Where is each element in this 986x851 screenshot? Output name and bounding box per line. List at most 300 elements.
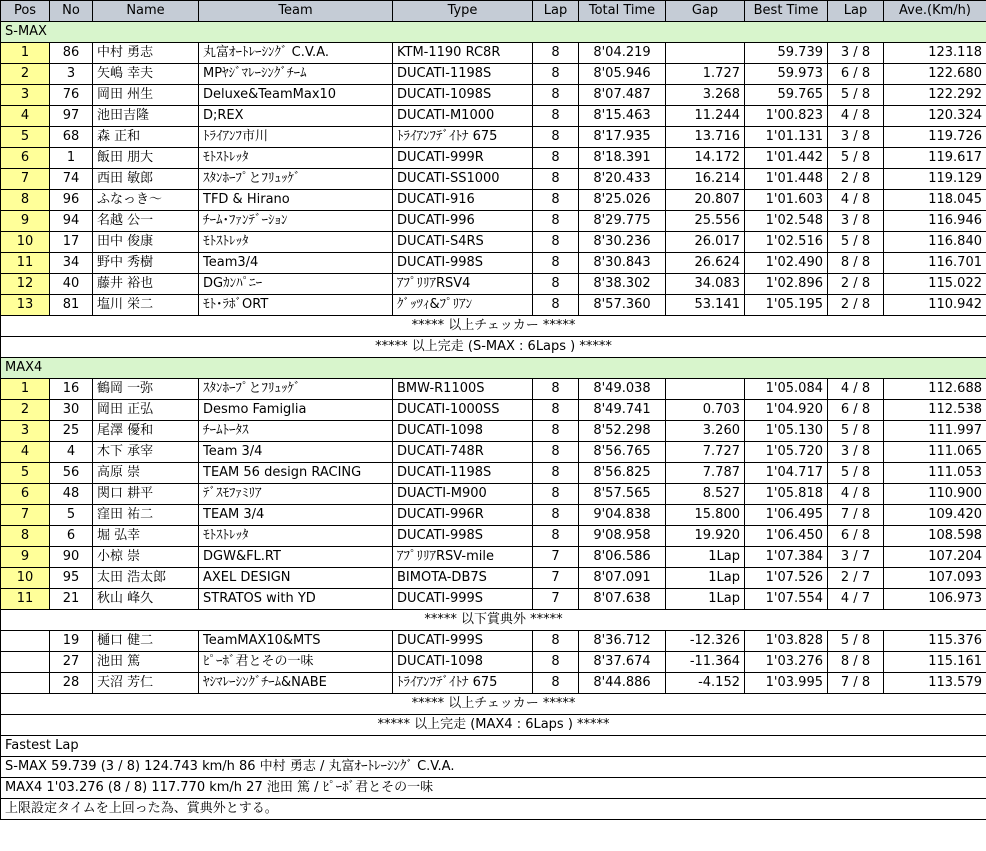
cell-lap: 8	[533, 526, 579, 547]
cell-average-speed: 118.045	[884, 190, 986, 211]
cell-pos: 7	[1, 169, 50, 190]
cell-best-lap: 3 / 8	[828, 442, 884, 463]
cell-gap: 20.807	[666, 190, 745, 211]
cell-lap: 8	[533, 106, 579, 127]
cell-total-time: 8'07.091	[579, 568, 666, 589]
cell-team: ﾃﾞｽﾓﾌｧﾐﾘｱ	[199, 484, 393, 505]
table-row	[1, 169, 986, 190]
results-body	[1, 22, 986, 820]
cell-no: 30	[50, 400, 93, 421]
cell-best-lap: 5 / 8	[828, 85, 884, 106]
cell-best-time: 1'03.276	[745, 652, 828, 673]
cell-lap: 8	[533, 652, 579, 673]
cell-lap: 8	[533, 148, 579, 169]
cell-best-time: 1'01.448	[745, 169, 828, 190]
cell-best-time: 59.765	[745, 85, 828, 106]
cell-pos	[1, 673, 50, 694]
cell-lap: 8	[533, 400, 579, 421]
table-row	[1, 631, 986, 652]
cell-team: ｽﾀﾝﾎｰﾌﾟとﾌﾘｭｯｹﾞ	[199, 379, 393, 400]
cell-gap: 34.083	[666, 274, 745, 295]
cell-average-speed: 119.129	[884, 169, 986, 190]
cell-lap: 8	[533, 421, 579, 442]
cell-type: KTM-1190 RC8R	[393, 43, 533, 64]
cell-best-time: 1'02.490	[745, 253, 828, 274]
cell-lap: 8	[533, 127, 579, 148]
table-row	[1, 85, 986, 106]
table-row	[1, 589, 986, 610]
cell-gap: 15.800	[666, 505, 745, 526]
cell-type: DUACTI-M900	[393, 484, 533, 505]
cell-best-lap: 2 / 8	[828, 169, 884, 190]
cell-gap	[666, 43, 745, 64]
cell-pos: 9	[1, 211, 50, 232]
table-row	[1, 106, 986, 127]
cell-gap: 3.268	[666, 85, 745, 106]
cell-no: 21	[50, 589, 93, 610]
cell-team: STRATOS with YD	[199, 589, 393, 610]
table-row	[1, 400, 986, 421]
cell-team: DGｶﾝﾊﾟﾆｰ	[199, 274, 393, 295]
cell-average-speed: 122.680	[884, 64, 986, 85]
cell-pos: 8	[1, 190, 50, 211]
cell-average-speed: 112.538	[884, 400, 986, 421]
table-row	[1, 211, 986, 232]
cell-type: DUCATI-996	[393, 211, 533, 232]
cell-team: MPﾔｼﾞﾏﾚｰｼﾝｸﾞﾁｰﾑ	[199, 64, 393, 85]
cell-lap: 8	[533, 85, 579, 106]
cell-type: DUCATI-SS1000	[393, 169, 533, 190]
checker-note-text: ***** 以上チェッカー *****	[1, 694, 986, 715]
cell-gap: 7.787	[666, 463, 745, 484]
cell-average-speed: 110.900	[884, 484, 986, 505]
cell-total-time: 8'52.298	[579, 421, 666, 442]
cell-team: ｽﾀﾝﾎｰﾌﾟとﾌﾘｭｯｹﾞ	[199, 169, 393, 190]
cell-team: Desmo Famiglia	[199, 400, 393, 421]
cell-name: 尾澤 優和	[93, 421, 199, 442]
finished-note-text: ***** 以上完走 (S-MAX : 6Laps ) *****	[1, 337, 986, 358]
cell-gap: -11.364	[666, 652, 745, 673]
table-row	[1, 484, 986, 505]
cell-type: DUCATI-748R	[393, 442, 533, 463]
cell-average-speed: 113.579	[884, 673, 986, 694]
cell-type: ﾄﾗｲｱﾝﾌﾃﾞｲﾄﾅ 675	[393, 127, 533, 148]
cell-type: BIMOTA-DB7S	[393, 568, 533, 589]
cell-best-lap: 5 / 8	[828, 148, 884, 169]
header-type: Type	[393, 1, 533, 22]
cell-gap: -12.326	[666, 631, 745, 652]
cell-no: 16	[50, 379, 93, 400]
cell-type: DUCATI-1198S	[393, 463, 533, 484]
cell-total-time: 8'06.586	[579, 547, 666, 568]
cell-pos: 2	[1, 64, 50, 85]
cell-type: DUCATI-1198S	[393, 64, 533, 85]
cell-total-time: 8'57.360	[579, 295, 666, 316]
table-row	[1, 652, 986, 673]
cell-best-lap: 6 / 8	[828, 400, 884, 421]
cell-best-lap: 3 / 8	[828, 211, 884, 232]
cell-no: 28	[50, 673, 93, 694]
cell-type: DUCATI-999S	[393, 631, 533, 652]
cell-gap: -4.152	[666, 673, 745, 694]
cell-best-lap: 3 / 8	[828, 43, 884, 64]
fastest-lap-max4	[1, 778, 986, 799]
cell-no: 76	[50, 85, 93, 106]
cell-type: ｱﾌﾟﾘﾘｱRSV-mile	[393, 547, 533, 568]
cell-total-time: 8'44.886	[579, 673, 666, 694]
cell-team: D;REX	[199, 106, 393, 127]
cell-average-speed: 107.204	[884, 547, 986, 568]
cell-name: 矢嶋 幸夫	[93, 64, 199, 85]
cell-team: TEAM 3/4	[199, 505, 393, 526]
cell-name: 天沼 芳仁	[93, 673, 199, 694]
cell-average-speed: 119.726	[884, 127, 986, 148]
cell-name: 小椋 崇	[93, 547, 199, 568]
cell-lap: 8	[533, 64, 579, 85]
cell-best-time: 1'02.548	[745, 211, 828, 232]
cell-no: 5	[50, 505, 93, 526]
cell-team: Deluxe&TeamMax10	[199, 85, 393, 106]
cell-pos: 13	[1, 295, 50, 316]
finished-note	[1, 715, 986, 736]
cell-total-time: 8'17.935	[579, 127, 666, 148]
cell-no: 48	[50, 484, 93, 505]
cell-name: 森 正和	[93, 127, 199, 148]
cell-total-time: 8'49.038	[579, 379, 666, 400]
cell-average-speed: 111.997	[884, 421, 986, 442]
table-row	[1, 127, 986, 148]
cell-pos: 2	[1, 400, 50, 421]
cell-best-time: 59.973	[745, 64, 828, 85]
fastest-lap-max4-text: MAX4 1'03.276 (8 / 8) 117.770 km/h 27 池田 篤 / ﾋﾟｰﾎﾞ君とその一味	[1, 778, 986, 799]
table-row	[1, 43, 986, 64]
finished-note	[1, 337, 986, 358]
cell-team: AXEL DESIGN	[199, 568, 393, 589]
header-no: No	[50, 1, 93, 22]
cell-type: DUCATI-999S	[393, 589, 533, 610]
table-row	[1, 190, 986, 211]
cell-lap: 8	[533, 505, 579, 526]
cell-best-time: 1'05.195	[745, 295, 828, 316]
cell-pos: 12	[1, 274, 50, 295]
cell-lap: 8	[533, 232, 579, 253]
cell-pos: 1	[1, 43, 50, 64]
cell-team: TFD & Hirano	[199, 190, 393, 211]
fastest-lap-smax	[1, 757, 986, 778]
cell-name: 秋山 峰久	[93, 589, 199, 610]
cell-gap: 0.703	[666, 400, 745, 421]
cell-name: 窪田 祐二	[93, 505, 199, 526]
cell-name: 池田吉隆	[93, 106, 199, 127]
cell-best-time: 1'07.554	[745, 589, 828, 610]
cell-name: 岡田 正弘	[93, 400, 199, 421]
cell-total-time: 8'56.825	[579, 463, 666, 484]
header-gap: Gap	[666, 1, 745, 22]
cell-best-lap: 2 / 8	[828, 295, 884, 316]
cell-total-time: 8'30.843	[579, 253, 666, 274]
cell-type: DUCATI-916	[393, 190, 533, 211]
cell-team: ﾁｰﾑ･ﾌｧﾝﾃﾞｰｼｮﾝ	[199, 211, 393, 232]
cell-lap: 8	[533, 379, 579, 400]
cell-best-lap: 7 / 8	[828, 505, 884, 526]
cell-pos: 5	[1, 463, 50, 484]
cell-best-lap: 3 / 8	[828, 127, 884, 148]
cell-pos: 3	[1, 85, 50, 106]
cell-best-time: 1'00.823	[745, 106, 828, 127]
cell-gap: 3.260	[666, 421, 745, 442]
cell-best-lap: 2 / 7	[828, 568, 884, 589]
cell-gap: 53.141	[666, 295, 745, 316]
header-name: Name	[93, 1, 199, 22]
cell-best-time: 1'06.450	[745, 526, 828, 547]
cell-no: 40	[50, 274, 93, 295]
cell-no: 19	[50, 631, 93, 652]
cell-gap	[666, 379, 745, 400]
cell-gap: 26.017	[666, 232, 745, 253]
cell-type: DUCATI-1000SS	[393, 400, 533, 421]
cell-lap: 8	[533, 295, 579, 316]
cell-average-speed: 122.292	[884, 85, 986, 106]
cell-team: ﾔｼﾏﾚｰｼﾝｸﾞﾁｰﾑ&NABE	[199, 673, 393, 694]
cell-best-time: 1'07.384	[745, 547, 828, 568]
table-row	[1, 253, 986, 274]
cell-no: 97	[50, 106, 93, 127]
cell-best-lap: 7 / 8	[828, 673, 884, 694]
cell-pos: 5	[1, 127, 50, 148]
checker-note	[1, 316, 986, 337]
cell-average-speed: 115.376	[884, 631, 986, 652]
cell-no: 3	[50, 64, 93, 85]
cell-lap: 8	[533, 169, 579, 190]
cell-best-time: 1'04.717	[745, 463, 828, 484]
cell-lap: 8	[533, 253, 579, 274]
cell-lap: 7	[533, 547, 579, 568]
cell-lap: 8	[533, 631, 579, 652]
cell-pos: 7	[1, 505, 50, 526]
cell-type: BMW-R1100S	[393, 379, 533, 400]
cell-type: ｱﾌﾟﾘﾘｱRSV4	[393, 274, 533, 295]
cell-type: ｸﾞｯﾂｨ&ﾌﾟﾘｱﾝ	[393, 295, 533, 316]
checker-note-text: ***** 以上チェッカー *****	[1, 316, 986, 337]
cell-gap: 19.920	[666, 526, 745, 547]
cell-gap: 7.727	[666, 442, 745, 463]
cell-team: Team3/4	[199, 253, 393, 274]
cell-average-speed: 116.840	[884, 232, 986, 253]
cell-type: DUCATI-M1000	[393, 106, 533, 127]
cell-pos: 6	[1, 148, 50, 169]
cell-name: 鶴岡 一弥	[93, 379, 199, 400]
cell-best-lap: 3 / 7	[828, 547, 884, 568]
cell-average-speed: 116.946	[884, 211, 986, 232]
table-row	[1, 526, 986, 547]
cell-average-speed: 107.093	[884, 568, 986, 589]
fastest-lap-title-text: Fastest Lap	[1, 736, 986, 757]
cell-best-time: 1'05.130	[745, 421, 828, 442]
cell-best-lap: 8 / 8	[828, 253, 884, 274]
cell-best-time: 1'05.720	[745, 442, 828, 463]
cell-best-lap: 5 / 8	[828, 463, 884, 484]
cell-lap: 7	[533, 589, 579, 610]
cell-no: 4	[50, 442, 93, 463]
cell-no: 96	[50, 190, 93, 211]
table-row	[1, 148, 986, 169]
cell-type: ﾄﾗｲｱﾝﾌﾃﾞｲﾄﾅ 675	[393, 673, 533, 694]
cell-pos: 10	[1, 568, 50, 589]
table-row	[1, 442, 986, 463]
cell-total-time: 8'56.765	[579, 442, 666, 463]
cell-pos: 8	[1, 526, 50, 547]
cell-total-time: 8'05.946	[579, 64, 666, 85]
cell-pos	[1, 631, 50, 652]
cell-total-time: 8'36.712	[579, 631, 666, 652]
cell-total-time: 8'25.026	[579, 190, 666, 211]
checker-note	[1, 694, 986, 715]
cell-no: 27	[50, 652, 93, 673]
cell-type: DUCATI-S4RS	[393, 232, 533, 253]
cell-average-speed: 111.053	[884, 463, 986, 484]
header-average-speed: Ave.(Km/h)	[884, 1, 986, 22]
cell-gap: 1.727	[666, 64, 745, 85]
cell-team: DGW&FL.RT	[199, 547, 393, 568]
header-best-lap: Lap	[828, 1, 884, 22]
cell-name: 塩川 栄二	[93, 295, 199, 316]
cell-type: DUCATI-998S	[393, 526, 533, 547]
cell-best-lap: 2 / 8	[828, 274, 884, 295]
cell-gap: 11.244	[666, 106, 745, 127]
cell-average-speed: 110.942	[884, 295, 986, 316]
cell-name: 木下 承宰	[93, 442, 199, 463]
cell-average-speed: 106.973	[884, 589, 986, 610]
cell-no: 56	[50, 463, 93, 484]
cell-team: ﾓﾄｽﾄﾚｯﾀ	[199, 148, 393, 169]
header-pos: Pos	[1, 1, 50, 22]
cell-no: 17	[50, 232, 93, 253]
cell-average-speed: 123.118	[884, 43, 986, 64]
cell-average-speed: 115.161	[884, 652, 986, 673]
section-title-text: S-MAX	[1, 22, 986, 43]
footnote-text: 上限設定タイムを上回った為、賞典外とする。	[1, 799, 986, 820]
cell-best-time: 1'05.818	[745, 484, 828, 505]
cell-best-time: 1'03.828	[745, 631, 828, 652]
cell-type: DUCATI-1098S	[393, 85, 533, 106]
table-row	[1, 64, 986, 85]
cell-pos: 6	[1, 484, 50, 505]
cell-team: ﾓﾄ･ﾗﾎﾞORT	[199, 295, 393, 316]
cell-pos: 4	[1, 106, 50, 127]
cell-best-lap: 4 / 8	[828, 379, 884, 400]
cell-gap: 1Lap	[666, 589, 745, 610]
cell-average-speed: 108.598	[884, 526, 986, 547]
cell-type: DUCATI-999R	[393, 148, 533, 169]
cell-name: 名越 公一	[93, 211, 199, 232]
cell-no: 86	[50, 43, 93, 64]
cell-name: 藤井 裕也	[93, 274, 199, 295]
section-title-text: MAX4	[1, 358, 986, 379]
cell-team: TEAM 56 design RACING	[199, 463, 393, 484]
cell-average-speed: 115.022	[884, 274, 986, 295]
cell-gap: 1Lap	[666, 547, 745, 568]
cell-gap: 26.624	[666, 253, 745, 274]
table-row	[1, 274, 986, 295]
cell-lap: 8	[533, 190, 579, 211]
finished-note-text: ***** 以上完走 (MAX4 : 6Laps ) *****	[1, 715, 986, 736]
cell-total-time: 8'18.391	[579, 148, 666, 169]
cell-name: 飯田 朋大	[93, 148, 199, 169]
cell-team: ﾋﾟｰﾎﾞ君とその一味	[199, 652, 393, 673]
cell-best-lap: 8 / 8	[828, 652, 884, 673]
cell-pos	[1, 652, 50, 673]
cell-best-time: 1'01.131	[745, 127, 828, 148]
table-row	[1, 505, 986, 526]
cell-name: 田中 俊康	[93, 232, 199, 253]
cell-pos: 3	[1, 421, 50, 442]
cell-best-lap: 5 / 8	[828, 631, 884, 652]
cell-best-time: 1'01.603	[745, 190, 828, 211]
cell-best-time: 1'07.526	[745, 568, 828, 589]
cell-team: ﾓﾄｽﾄﾚｯﾀ	[199, 232, 393, 253]
cell-best-time: 1'02.896	[745, 274, 828, 295]
cell-lap: 8	[533, 484, 579, 505]
cell-lap: 8	[533, 274, 579, 295]
cell-total-time: 8'07.487	[579, 85, 666, 106]
cell-total-time: 9'04.838	[579, 505, 666, 526]
cell-type: DUCATI-1098	[393, 652, 533, 673]
cell-type: DUCATI-998S	[393, 253, 533, 274]
header-team: Team	[199, 1, 393, 22]
cell-team: ﾁｰﾑﾄｰﾀｽ	[199, 421, 393, 442]
cell-best-time: 1'06.495	[745, 505, 828, 526]
cell-total-time: 8'15.463	[579, 106, 666, 127]
cell-type: DUCATI-1098	[393, 421, 533, 442]
cell-average-speed: 120.324	[884, 106, 986, 127]
cell-no: 81	[50, 295, 93, 316]
cell-name: 西田 敏郎	[93, 169, 199, 190]
cell-name: 中村 勇志	[93, 43, 199, 64]
cell-gap: 16.214	[666, 169, 745, 190]
footnote	[1, 799, 986, 820]
table-row	[1, 232, 986, 253]
cell-lap: 8	[533, 211, 579, 232]
cell-total-time: 8'57.565	[579, 484, 666, 505]
cell-best-lap: 5 / 8	[828, 421, 884, 442]
cell-team: ﾓﾄｽﾄﾚｯﾀ	[199, 526, 393, 547]
table-row	[1, 547, 986, 568]
cell-total-time: 8'20.433	[579, 169, 666, 190]
cell-pos: 1	[1, 379, 50, 400]
cell-total-time: 9'08.958	[579, 526, 666, 547]
cell-average-speed: 112.688	[884, 379, 986, 400]
cell-best-lap: 4 / 7	[828, 589, 884, 610]
table-row	[1, 379, 986, 400]
cell-no: 34	[50, 253, 93, 274]
cell-no: 6	[50, 526, 93, 547]
cell-team: 丸富ｵｰﾄﾚｰｼﾝｸﾞ C.V.A.	[199, 43, 393, 64]
cell-best-lap: 4 / 8	[828, 106, 884, 127]
cell-pos: 11	[1, 253, 50, 274]
cell-best-time: 59.739	[745, 43, 828, 64]
cell-best-time: 1'05.084	[745, 379, 828, 400]
cell-team: Team 3/4	[199, 442, 393, 463]
cell-total-time: 8'37.674	[579, 652, 666, 673]
cell-average-speed: 109.420	[884, 505, 986, 526]
cell-pos: 4	[1, 442, 50, 463]
cell-name: 太田 浩太郎	[93, 568, 199, 589]
cell-best-time: 1'03.995	[745, 673, 828, 694]
table-row	[1, 673, 986, 694]
cell-name: 岡田 州生	[93, 85, 199, 106]
header-best-time: Best Time	[745, 1, 828, 22]
header-row	[1, 1, 986, 22]
